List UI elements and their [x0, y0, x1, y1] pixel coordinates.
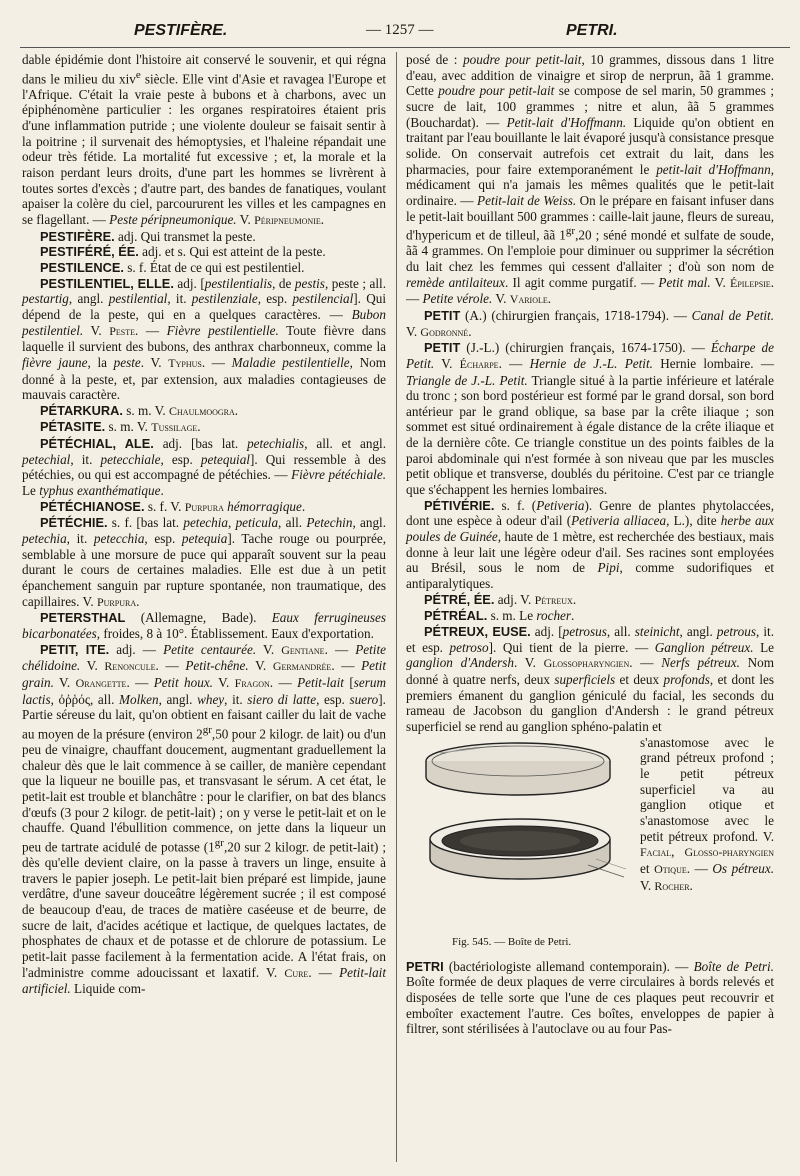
left-entry: PÉTARKURA. s. m. V. Chaulmoogra. [40, 402, 239, 418]
left-entry: PÉTÉCHIE. s. f. [bas lat. petechia, peticula, all. Petechin, angl. petechia, it. petecchia, esp. petequia]. Tache rouge ou pourprée, semblable à une morsure de puce qui apparaît souvent sur la peau durant le cours de certaines maladies. Elle est due à un petit épanchement sanguin par rupture spontanée, non traumatique, des capillaires. V. Purpura. [22, 515, 386, 609]
left-entry: PESTILENTIEL, ELLE. adj. [pestilentialis, de pestis, peste ; all. pestartig, angl. pestilential, it. pestilenziale, esp. pestilencial]. Qui dépend de la peste, qui en a quelques caractères. — Bubon pestilentiel. V. Peste. — Fièvre pestilentielle. Toute fièvre dans laquelle il survient des bubons, des anthrax charbonneux, comme la fièvre jaune, la peste. V. Typhus. — Maladie pestilentielle, Nom donné à la peste, et, par extension, aux maladies contagieuses de mauvais caractère. [22, 275, 387, 403]
entry-petri: PETRI (bactériologiste allemand contemporain). — Boîte de Petri. Boîte formée de deux plaques de verre circulaires à bords relevés et disposées de telle sorte que l'une de ces plaques peut recouvrir et emboîter exactement l'autre. Ces boîtes, enveloppes de papier à filtrer, sont stérilisées à l'autoclave ou au four Pas- [406, 958, 774, 1037]
left-entry: PÉTASITE. s. m. V. Tussilage. [40, 419, 201, 435]
figure-wrap-block [406, 735, 774, 959]
left-entry: PÉTÉCHIAL, ALE. adj. [bas lat. petechialis, all. et angl. petechial, it. petecchiale, esp. petequial]. Qui ressemble à des pétéchies, ou qui est accompagné de pétéchies. — Fièvre pétéchiale. Le typhus exanthématique. [22, 436, 387, 499]
left-entry: PÉTÉCHIANOSE. s. f. V. Purpura hémorragique. [40, 498, 306, 514]
running-header [0, 22, 800, 48]
right-entry: PÉTIVÉRIE. s. f. (Petiveria). Genre de plantes phytolaccées, dont une espèce à odeur d'ail (Petiveria alliacea, L.), dite herbe aux poules de Guinée, haute de 1 mètre, est recherchée des bestiaux, mais donne à leur lait une légère odeur d'ail. Ses racines sont employées au Brésil, sous le nom de Pipi, comme sudorifiques et antiparalytiques. [406, 497, 775, 592]
petri-dish-illustration [410, 739, 630, 929]
page-number: — 1257 — [366, 22, 434, 38]
left-column [22, 52, 386, 997]
left-entry: PESTIFÉRÉ, ÉE. adj. et s. Qui est atteint de la peste. [40, 244, 326, 260]
left-entry: PESTILENCE. s. f. État de ce qui est pestilentiel. [40, 259, 305, 275]
figure-petri-dish [406, 739, 634, 959]
right-entry: PÉTRÉAL. s. m. Le rocher. [424, 608, 575, 624]
left-entry: PESTIFÈRE. adj. Qui transmet la peste. [40, 228, 256, 244]
right-entry: PETIT (J.-L.) (chirurgien français, 1674-1750). — Écharpe de Petit. V. Écharpe. — Hernie de J.-L. Petit. Hernie lombaire. — Triangle de J.-L. Petit. Triangle situé à la partie inférieure et latérale du tronc ; son bord postérieur est formé par le grand dorsal, son bord antérieur par le grand oblique, sa base par la crête iliaque ; son sommet est situé ordinairement à égale distance de la crête iliaque et de la dernière côte. Ce triangle constitue un des points faibles de la paroi abdominale qui n'est formée à son niveau que par les muscles petit oblique et transverse, doublés du péritoine. C'est par ce triangle que s'échappent les hernies lombaires. [406, 340, 775, 498]
wrapped-text-petreux: s'anastomose avec le grand pétreux profond ; le petit pétreux superficiel va au ganglion otique et s'anastomose avec le petit pétreux profond. V. Facial, Glosso-pharyngien et Otique. — Os pétreux. V. Rocher. [640, 734, 774, 893]
right-entry: PETIT (A.) (chirurgien français, 1718-1794). — Canal de Petit. V. Godronné. [406, 307, 775, 339]
header-rule [20, 47, 790, 48]
column-divider [396, 52, 397, 1162]
right-column [406, 52, 774, 1037]
figure-caption: Fig. 545. — Boîte de Petri. [452, 935, 572, 948]
right-entry: PÉTREUX, EUSE. adj. [petrosus, all. steinicht, angl. petrous, it. et esp. petroso]. Qui tient de la pierre. — Ganglion pétreux. Le ganglion d'Andersh. V. Glossopharyngien. — Nerfs pétreux. Nom donné à quatre nerfs, deux superficiels et deux profonds, et dont les premiers émanent du ganglion géniculé du facial, les seconds du rameau de Jacobson du ganglion d'Andersh : le grand pétreux superficiel se rend au ganglion sphéno-palatin et [406, 624, 774, 734]
header-left: PESTIFÈRE. [134, 22, 228, 39]
header-right: PETRI. [566, 22, 618, 39]
left-entry: PETIT, ITE. adj. — Petite centaurée. V. Gentiane. — Petite chélidoine. V. Renoncule. — Petit-chêne. V. Germandrée. — Petit grain. V. Orangette. — Petit houx. V. Fragon. — Petit-lait [serum lactis, ὀῤῥός, all. Molken, angl. whey, it. siero di latte, esp. suero]. Partie séreuse du lait, qu'on obtient en faisant cailler du lait de vache au moyen de la présure (environ $2^{gr},50$ pour 2 kilogr. de lait) ou d'un peu de vinaigre, chauffant doucement, augmentant graduellement la chaleur dès que le lait commence à se cailler, de manière cependant que la liqueur ne bouille pas, et transvasant le sérum. A cet état, le petit-lait est trouble et blanchâtre : pour le clarifier, on bat des blancs d'œufs (3 pour 2 kilogr. de petit-lait) ; on y verse le petit-lait et on le chauffe. Quand l'ébullition commence, on jette dans la liqueur un peu de tartrate acidulé de potasse ($1^{gr},20$ sur 2 kilogr. de petit-lait) ; dès qu'elle devient claire, on la passe à travers un linge, ensuite à travers le papier joseph. Le petit-lait bien préparé est limpide, jaune verdâtre, d'une saveur douceâtre légèrement sucrée ; il est composé de beaucoup d'eau, de traces de matière caséeuse et de beurre, de sucre de lait, d'acides acétique et lactique, de quelques lactates, de phosphates de chaux et de potasse et de chlorure de potassium. Le petit-lait passe facilement à la fermentation acide. A l'état frais, on l'administre comme adoucissant et laxatif. V. Cure. — Petit-lait artificiel. Liquide com- [22, 641, 387, 997]
left-entry: PETERSTHAL (Allemagne, Bade). Eaux ferrugineuses bicarbonatées, froides, 8 à 10°. Établissement. Eaux d'exportation. [22, 610, 386, 642]
right-entry: PÉTRÉ, ÉE. adj. V. Pétreux. [424, 591, 577, 607]
right-entry: posé de : poudre pour petit-lait, 10 grammes, dissous dans 1 litre d'eau, avec addition de vinaigre et sirop de nerprun, ãã 1 gramme. Cette poudre pour petit-lait se compose de sel marin, 50 grammes ; sucre de lait, 100 grammes ; nitre et alun, ãã 5 grammes (Bouchardat). — Petit-lait d'Hoffmann. Liquide qu'on obtient en traitant par l'eau bouillante le lait évaporé jusqu'à consistance presque solide. On conservait autrefois cet extrait du lait, dans les pharmacies, pour faire extemporanément le petit-lait d'Hoffmann, médicament qui n'a jamais les mêmes qualités que le petit-lait ordinaire. — Petit-lait de Weiss. On le prépare en faisant infuser dans le petit-lait bouillant 500 grammes : caille-lait jaune, fleurs de sureau, d'hypericum et de tilleul, ãã $1^{gr},20$ ; séné mondé et sulfate de soude, ãã 4 grammes. On l'emploie pour diminuer ou supprimer la sécrétion du lait chez les femmes qui cessent d'allaiter ; d'où son nom de remède antilaiteux. Il agit comme purgatif. — Petit mal. V. Épilepsie. — Petite vérole. V. Variole. [406, 52, 774, 307]
left-entry: dable épidémie dont l'histoire ait conservé le souvenir, et qui régna dans le milieu du xiv$^e$ siècle. Elle vint d'Asie et ravagea l'Europe et l'Afrique. C'était la vraie peste à bubons et à charbons, avec un épiphénomène particulier : les organes respiratoires étaient pris d'une inflammation putride ; une violente douleur se faisait sentir à la poitrine ; il survenait des hémoptysies, et l'haleine répandait une odeur très fétide. La mortalité fut excessive ; et, la morale et la raison perdant leurs droits, d'une part les hommes se livrèrent à toutes sortes d'excès ; d'autre part, des bandes de fanatiques, voulant apaiser la colère du ciel, parcoururent les villes et les campagnes en se flagellant. — Peste péripneumonique. V. Péripneumonie. [22, 52, 386, 227]
